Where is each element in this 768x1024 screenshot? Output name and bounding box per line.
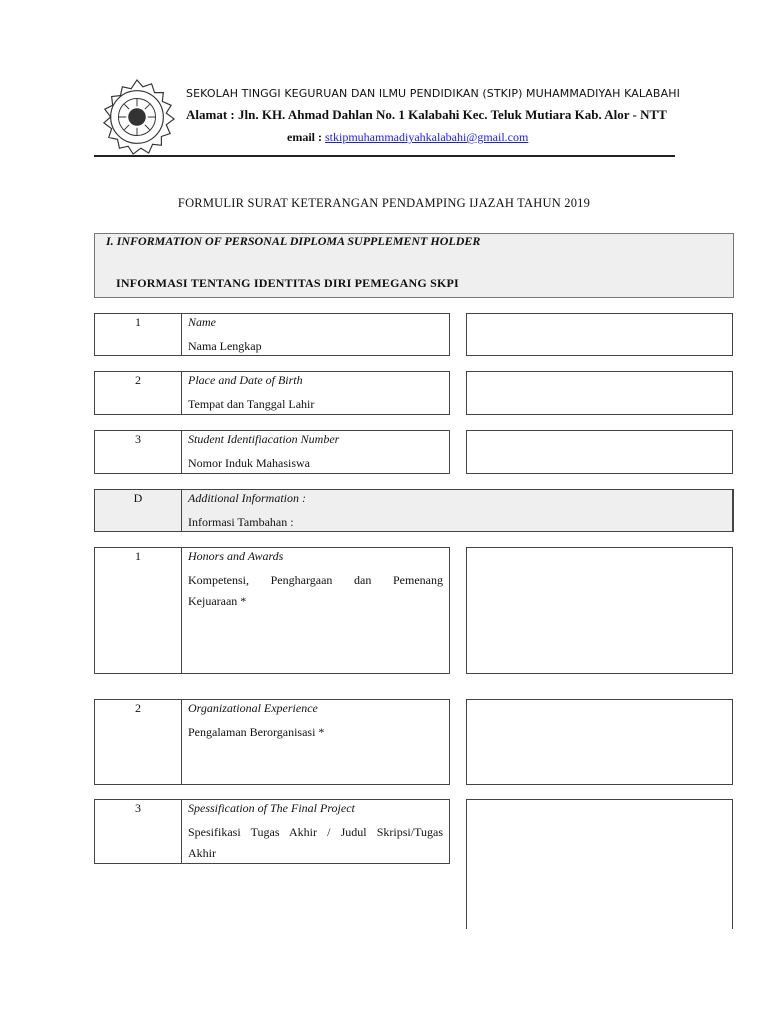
row-label bbox=[188, 314, 443, 357]
label-en: Organizational Experience bbox=[188, 701, 318, 715]
label-id-line1: Spesifikasi Tugas Akhir / Judul Skripsi/Tugas bbox=[188, 825, 443, 839]
label-en: Place and Date of Birth bbox=[188, 373, 303, 387]
birth-value-field[interactable] bbox=[466, 371, 733, 415]
institution-email-line bbox=[287, 130, 687, 145]
label-en: Honors and Awards bbox=[188, 549, 284, 563]
email-label: email : bbox=[287, 130, 322, 144]
row-number: 3 bbox=[95, 800, 182, 863]
additional-info-header bbox=[94, 489, 734, 532]
field-row-student-id bbox=[94, 430, 450, 474]
row-number: 2 bbox=[95, 700, 182, 784]
label-id: Pengalaman Berorganisasi * bbox=[188, 725, 325, 739]
section-title-en: I. INFORMATION OF PERSONAL DIPLOMA SUPPLEMENT HOLDER bbox=[106, 234, 481, 248]
label-id-line2: Akhir bbox=[188, 846, 216, 860]
institution-name: SEKOLAH TINGGI KEGURUAN DAN ILMU PENDIDIKAN (STKIP) MUHAMMADIYAH KALABAHI bbox=[186, 87, 680, 100]
header-divider bbox=[94, 155, 675, 157]
row-number: 1 bbox=[95, 548, 182, 673]
field-row-honors bbox=[94, 547, 450, 674]
organization-value-field[interactable] bbox=[466, 699, 733, 785]
row-number: D bbox=[95, 490, 182, 531]
row-label bbox=[188, 490, 726, 533]
name-value-field[interactable] bbox=[466, 313, 733, 356]
label-id: Tempat dan Tanggal Lahir bbox=[188, 397, 315, 411]
email-link[interactable]: stkipmuhammadiyahkalabahi@gmail.com bbox=[325, 130, 529, 144]
field-row-organization bbox=[94, 699, 450, 785]
label-id: Nama Lengkap bbox=[188, 339, 262, 353]
university-seal-icon bbox=[98, 78, 176, 156]
label-id-line2: Kejuaraan * bbox=[188, 594, 247, 608]
row-number: 2 bbox=[95, 372, 182, 414]
row-number: 3 bbox=[95, 431, 182, 473]
label-id: Informasi Tambahan : bbox=[188, 515, 294, 529]
field-row-final-project bbox=[94, 799, 450, 864]
institution-address: Alamat : Jln. KH. Ahmad Dahlan No. 1 Kalabahi Kec. Teluk Mutiara Kab. Alor - NTT bbox=[186, 107, 667, 122]
row-label bbox=[188, 548, 443, 612]
row-label bbox=[188, 800, 443, 864]
row-label bbox=[188, 372, 443, 415]
label-en: Spessification of The Final Project bbox=[188, 801, 355, 815]
field-row-birth bbox=[94, 371, 450, 415]
row-label bbox=[188, 431, 443, 474]
label-en: Name bbox=[188, 315, 216, 329]
final-project-value-field[interactable] bbox=[466, 799, 733, 929]
student-id-value-field[interactable] bbox=[466, 430, 733, 474]
row-label bbox=[188, 700, 443, 743]
label-id-line1: Kompetensi, Penghargaan dan Pemenang bbox=[188, 573, 443, 587]
section-title-id: INFORMASI TENTANG IDENTITAS DIRI PEMEGANG SKPI bbox=[116, 276, 459, 290]
label-en: Student Identifiacation Number bbox=[188, 432, 340, 446]
form-title: FORMULIR SURAT KETERANGAN PENDAMPING IJAZAH TAHUN 2019 bbox=[177, 196, 591, 210]
honors-value-field[interactable] bbox=[466, 547, 733, 674]
field-row-name bbox=[94, 313, 450, 356]
row-number: 1 bbox=[95, 314, 182, 355]
label-en: Additional Information : bbox=[188, 491, 306, 505]
label-id: Nomor Induk Mahasiswa bbox=[188, 456, 310, 470]
